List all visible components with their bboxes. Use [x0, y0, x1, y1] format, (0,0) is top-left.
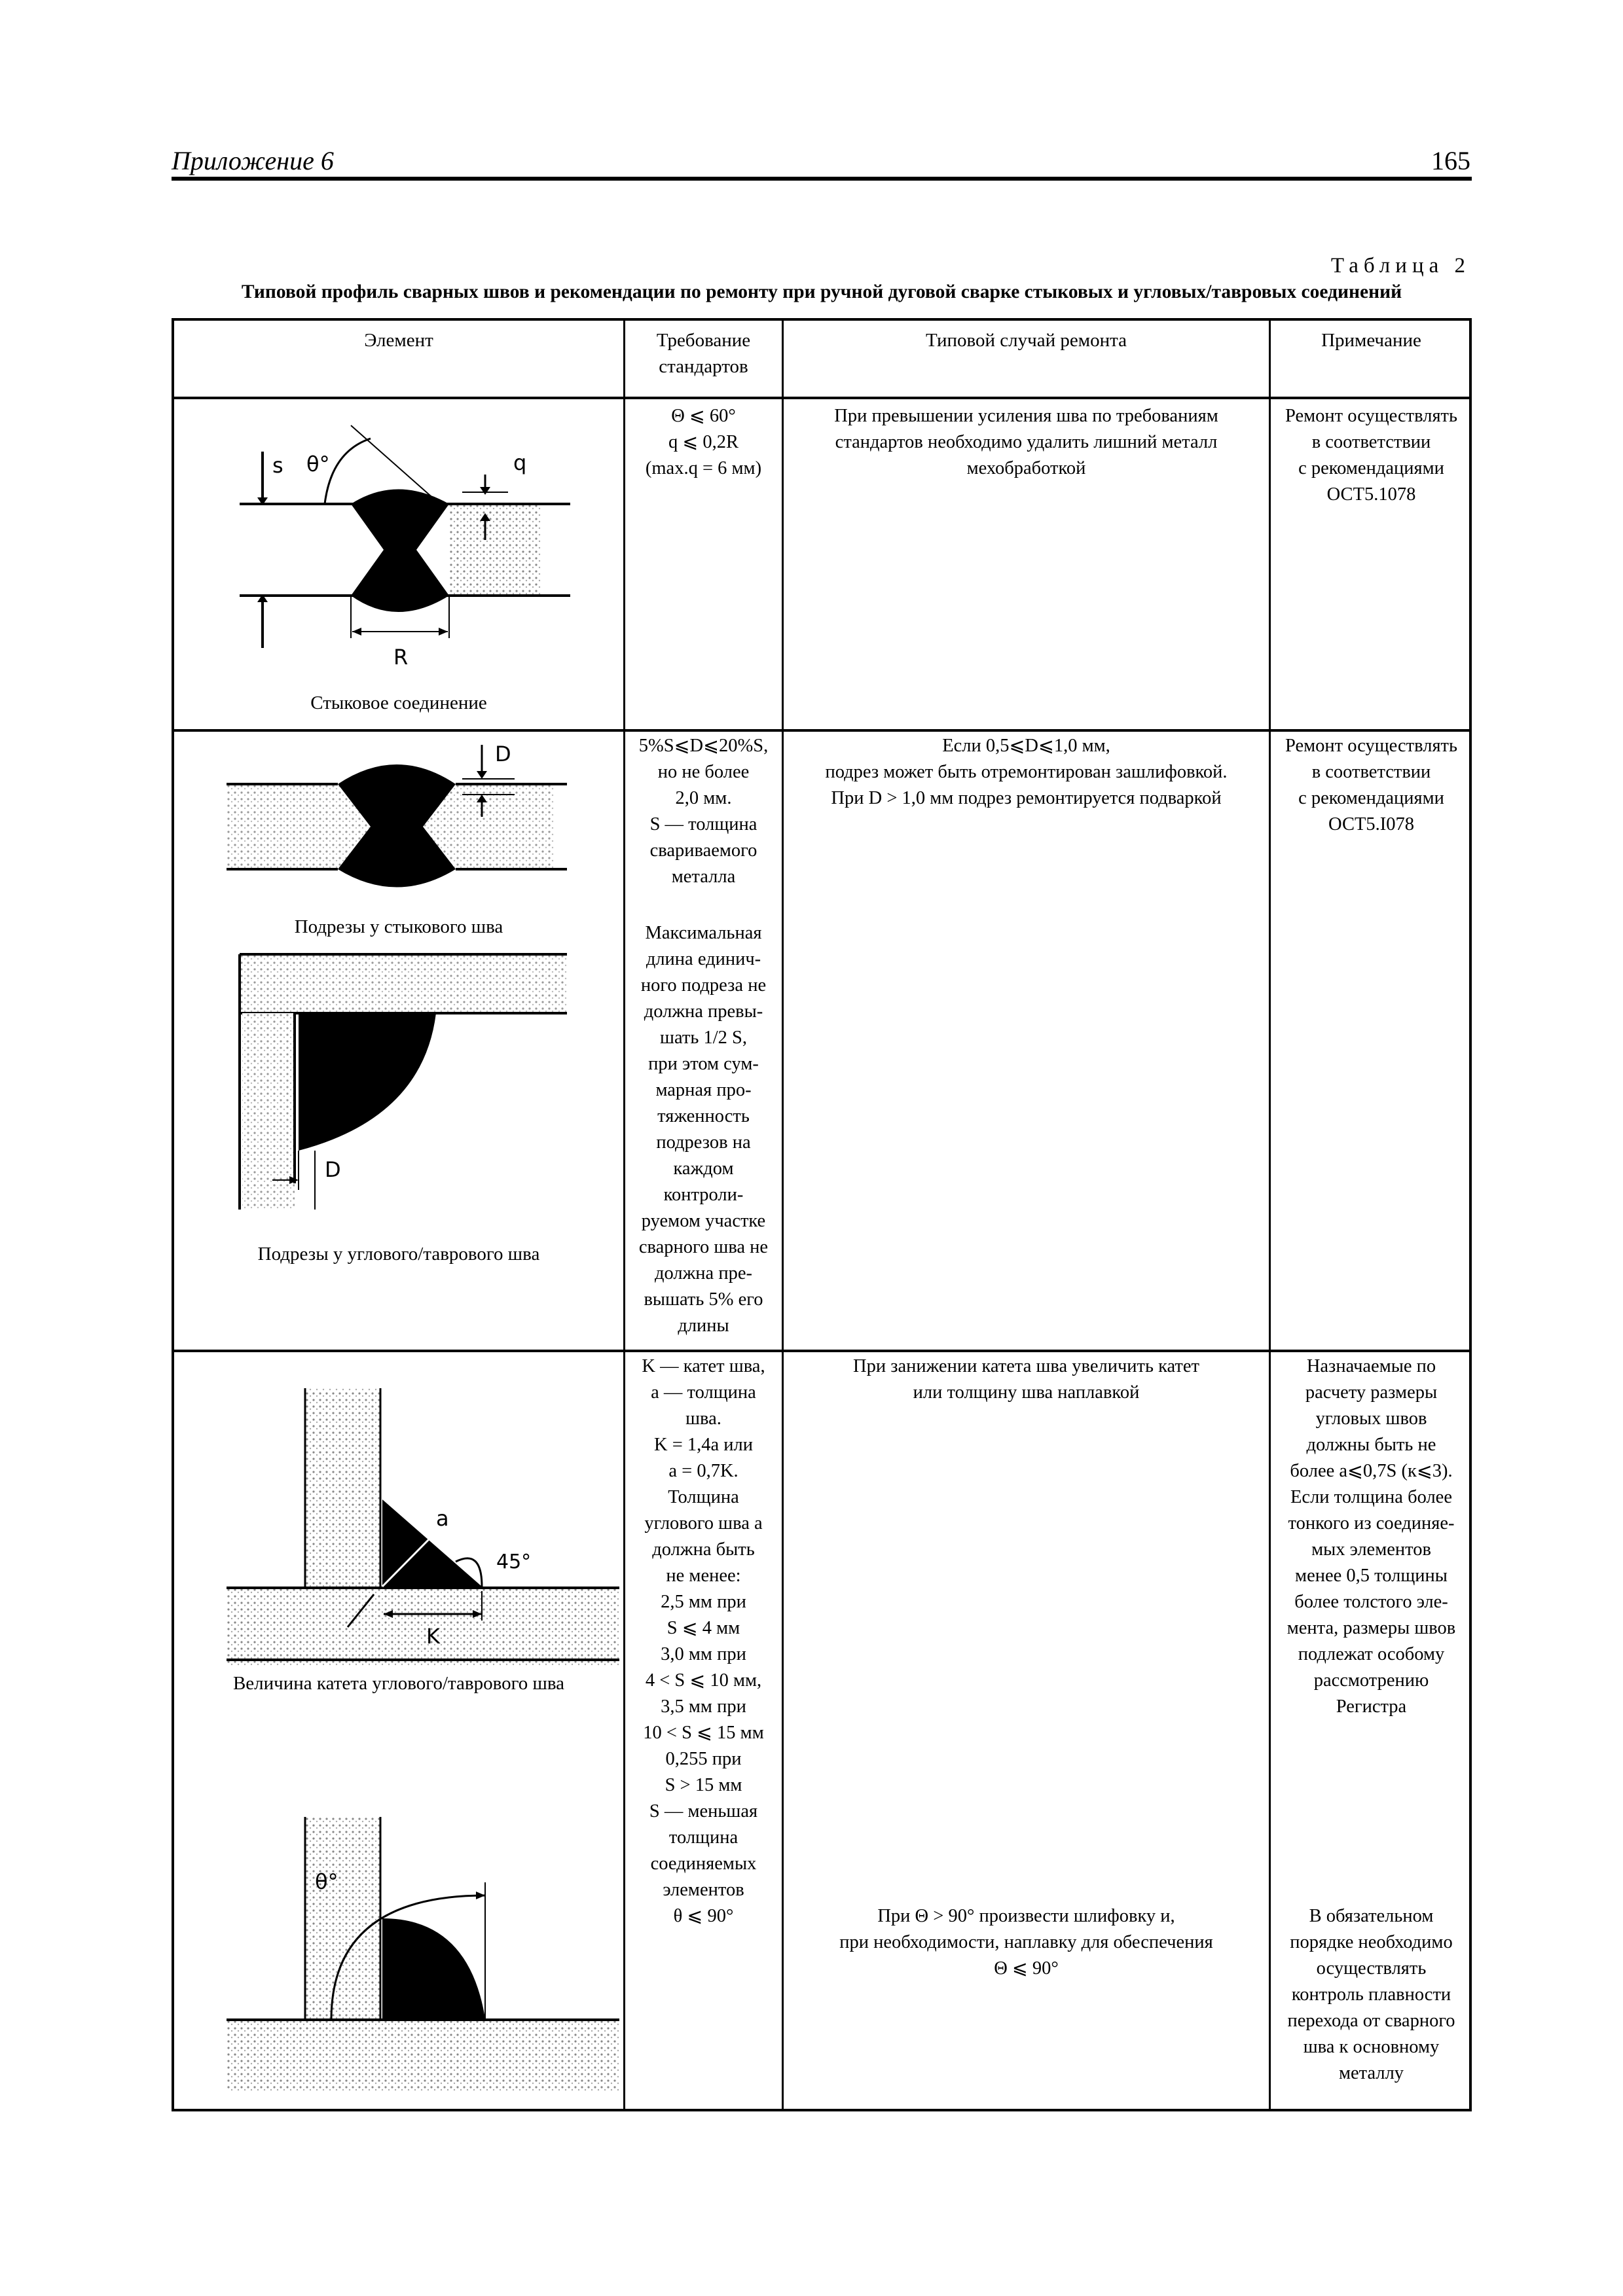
- page-number: 165: [1431, 146, 1470, 175]
- repair-cell: При превышении усиления шва по требованиям стандартов необходимо удалить лишний металл мехобработкой: [834, 406, 1218, 478]
- element-caption: Величина катета углового/таврового шва: [232, 1673, 565, 1694]
- table-label: Таблица 2: [1330, 254, 1470, 278]
- column-header-note: Примечание: [1321, 330, 1421, 351]
- label-45: 45°: [496, 1551, 532, 1573]
- running-head: [172, 145, 1470, 178]
- fillet-undercut-diagram: [174, 948, 623, 1223]
- label-r: R: [393, 645, 409, 670]
- requirement-cell: 5%S⩽D⩽20%S, но не более 2,0 мм. S — толщина свариваемого металла: [638, 736, 769, 887]
- butt-joint-diagram: [174, 399, 623, 687]
- label-a: a: [436, 1506, 449, 1531]
- fillet-angle-diagram: [174, 1784, 623, 2098]
- butt-undercut-diagram: [174, 732, 623, 915]
- section-title: Приложение 6: [172, 146, 334, 175]
- butt-joint-cell: [174, 399, 623, 726]
- label-theta: θ°: [306, 452, 330, 476]
- header-rule: [172, 177, 1472, 181]
- column-divider: [1269, 321, 1271, 2109]
- note-cell: Назначаемые по расчету размеры угловых швов должны быть не более a⩽0,7S (к⩽3). Если толщина более тонкого из соединяе- мых элементов менее 0,5 толщины более толстого эле- мента, размеры швов подлежат особому рассмотрению Регистра: [1286, 1356, 1456, 1717]
- weld-bead: [382, 1499, 482, 1587]
- column-header-requirement: Требование стандартов: [656, 330, 751, 377]
- repair-cell: Если 0,5⩽D⩽1,0 мм, подрез может быть отремонтирован зашлифовкой. При D > 1,0 мм подрез ремонтируется подваркой: [825, 736, 1228, 808]
- column-divider: [782, 321, 784, 2109]
- label-theta: θ°: [315, 1869, 338, 1894]
- note-cell: Ремонт осуществлять в соответствии с рекомендациями ОСТ5.1078: [1285, 406, 1457, 505]
- weld-bead: [351, 490, 449, 613]
- element-caption: Стыковое соединение: [310, 692, 487, 713]
- table-caption: Типовой профиль сварных швов и рекомендации по ремонту при ручной дуговой сварке стыковых и угловых/тавровых соединений: [241, 281, 1402, 302]
- element-caption: Подрезы у стыкового шва: [294, 916, 503, 937]
- requirement-cell: Максимальная длина единич- ного подреза не должна превы- шать 1/2 S, при этом сум- марная про- тяженность подрезов на каждом контроли- руемом участке сварного шва не должна пре- вышать 5% его длины: [638, 923, 769, 1336]
- label-q: q: [513, 450, 527, 475]
- plate-shading: [449, 504, 541, 596]
- label-k: K: [426, 1624, 440, 1649]
- element-caption: Подрезы у углового/таврового шва: [257, 1244, 540, 1265]
- requirement-cell: K — катет шва, a — толщина шва. K = 1,4a или a = 0,7K. Толщина углового шва a должна быть не менее: 2,5 мм при S ⩽ 4 мм 3,0 мм при 4 < S ⩽ 10 мм, 3,5 мм при 10 < S ⩽ 15 мм 0,255 при S > 15 мм S — меньшая толщина соединяемых элементов θ ⩽ 90°: [642, 1356, 765, 1926]
- column-header-element: Элемент: [364, 330, 433, 351]
- label-d: D: [495, 742, 511, 766]
- weld-table: [172, 318, 1472, 2111]
- weld-bead: [299, 1013, 436, 1151]
- weld-bead: [382, 1918, 485, 2018]
- requirement-cell: Θ ⩽ 60° q ⩽ 0,2R (max.q = 6 мм): [645, 406, 762, 478]
- column-header-repair: Типовой случай ремонта: [925, 330, 1127, 351]
- repair-cell: При занижении катета шва увеличить катет или толщину шва наплавкой: [853, 1356, 1199, 1403]
- fillet-leg-cell: [174, 1352, 623, 2111]
- fillet-leg-diagram: [174, 1352, 623, 1666]
- repair-cell: При Θ > 90° произвести шлифовку и, при необходимости, наплавку для обеспечения Θ ⩽ 90°: [839, 1906, 1213, 1979]
- note-cell: В обязательном порядке необходимо осуществлять контроль плавности перехода от сварного шва к основному металлу: [1287, 1906, 1455, 2083]
- label-s: s: [272, 453, 283, 478]
- undercut-cell: [174, 732, 623, 1347]
- note-cell: Ремонт осуществлять в соответствии с рекомендациями ОСТ5.I078: [1285, 736, 1457, 834]
- label-d: D: [325, 1157, 341, 1182]
